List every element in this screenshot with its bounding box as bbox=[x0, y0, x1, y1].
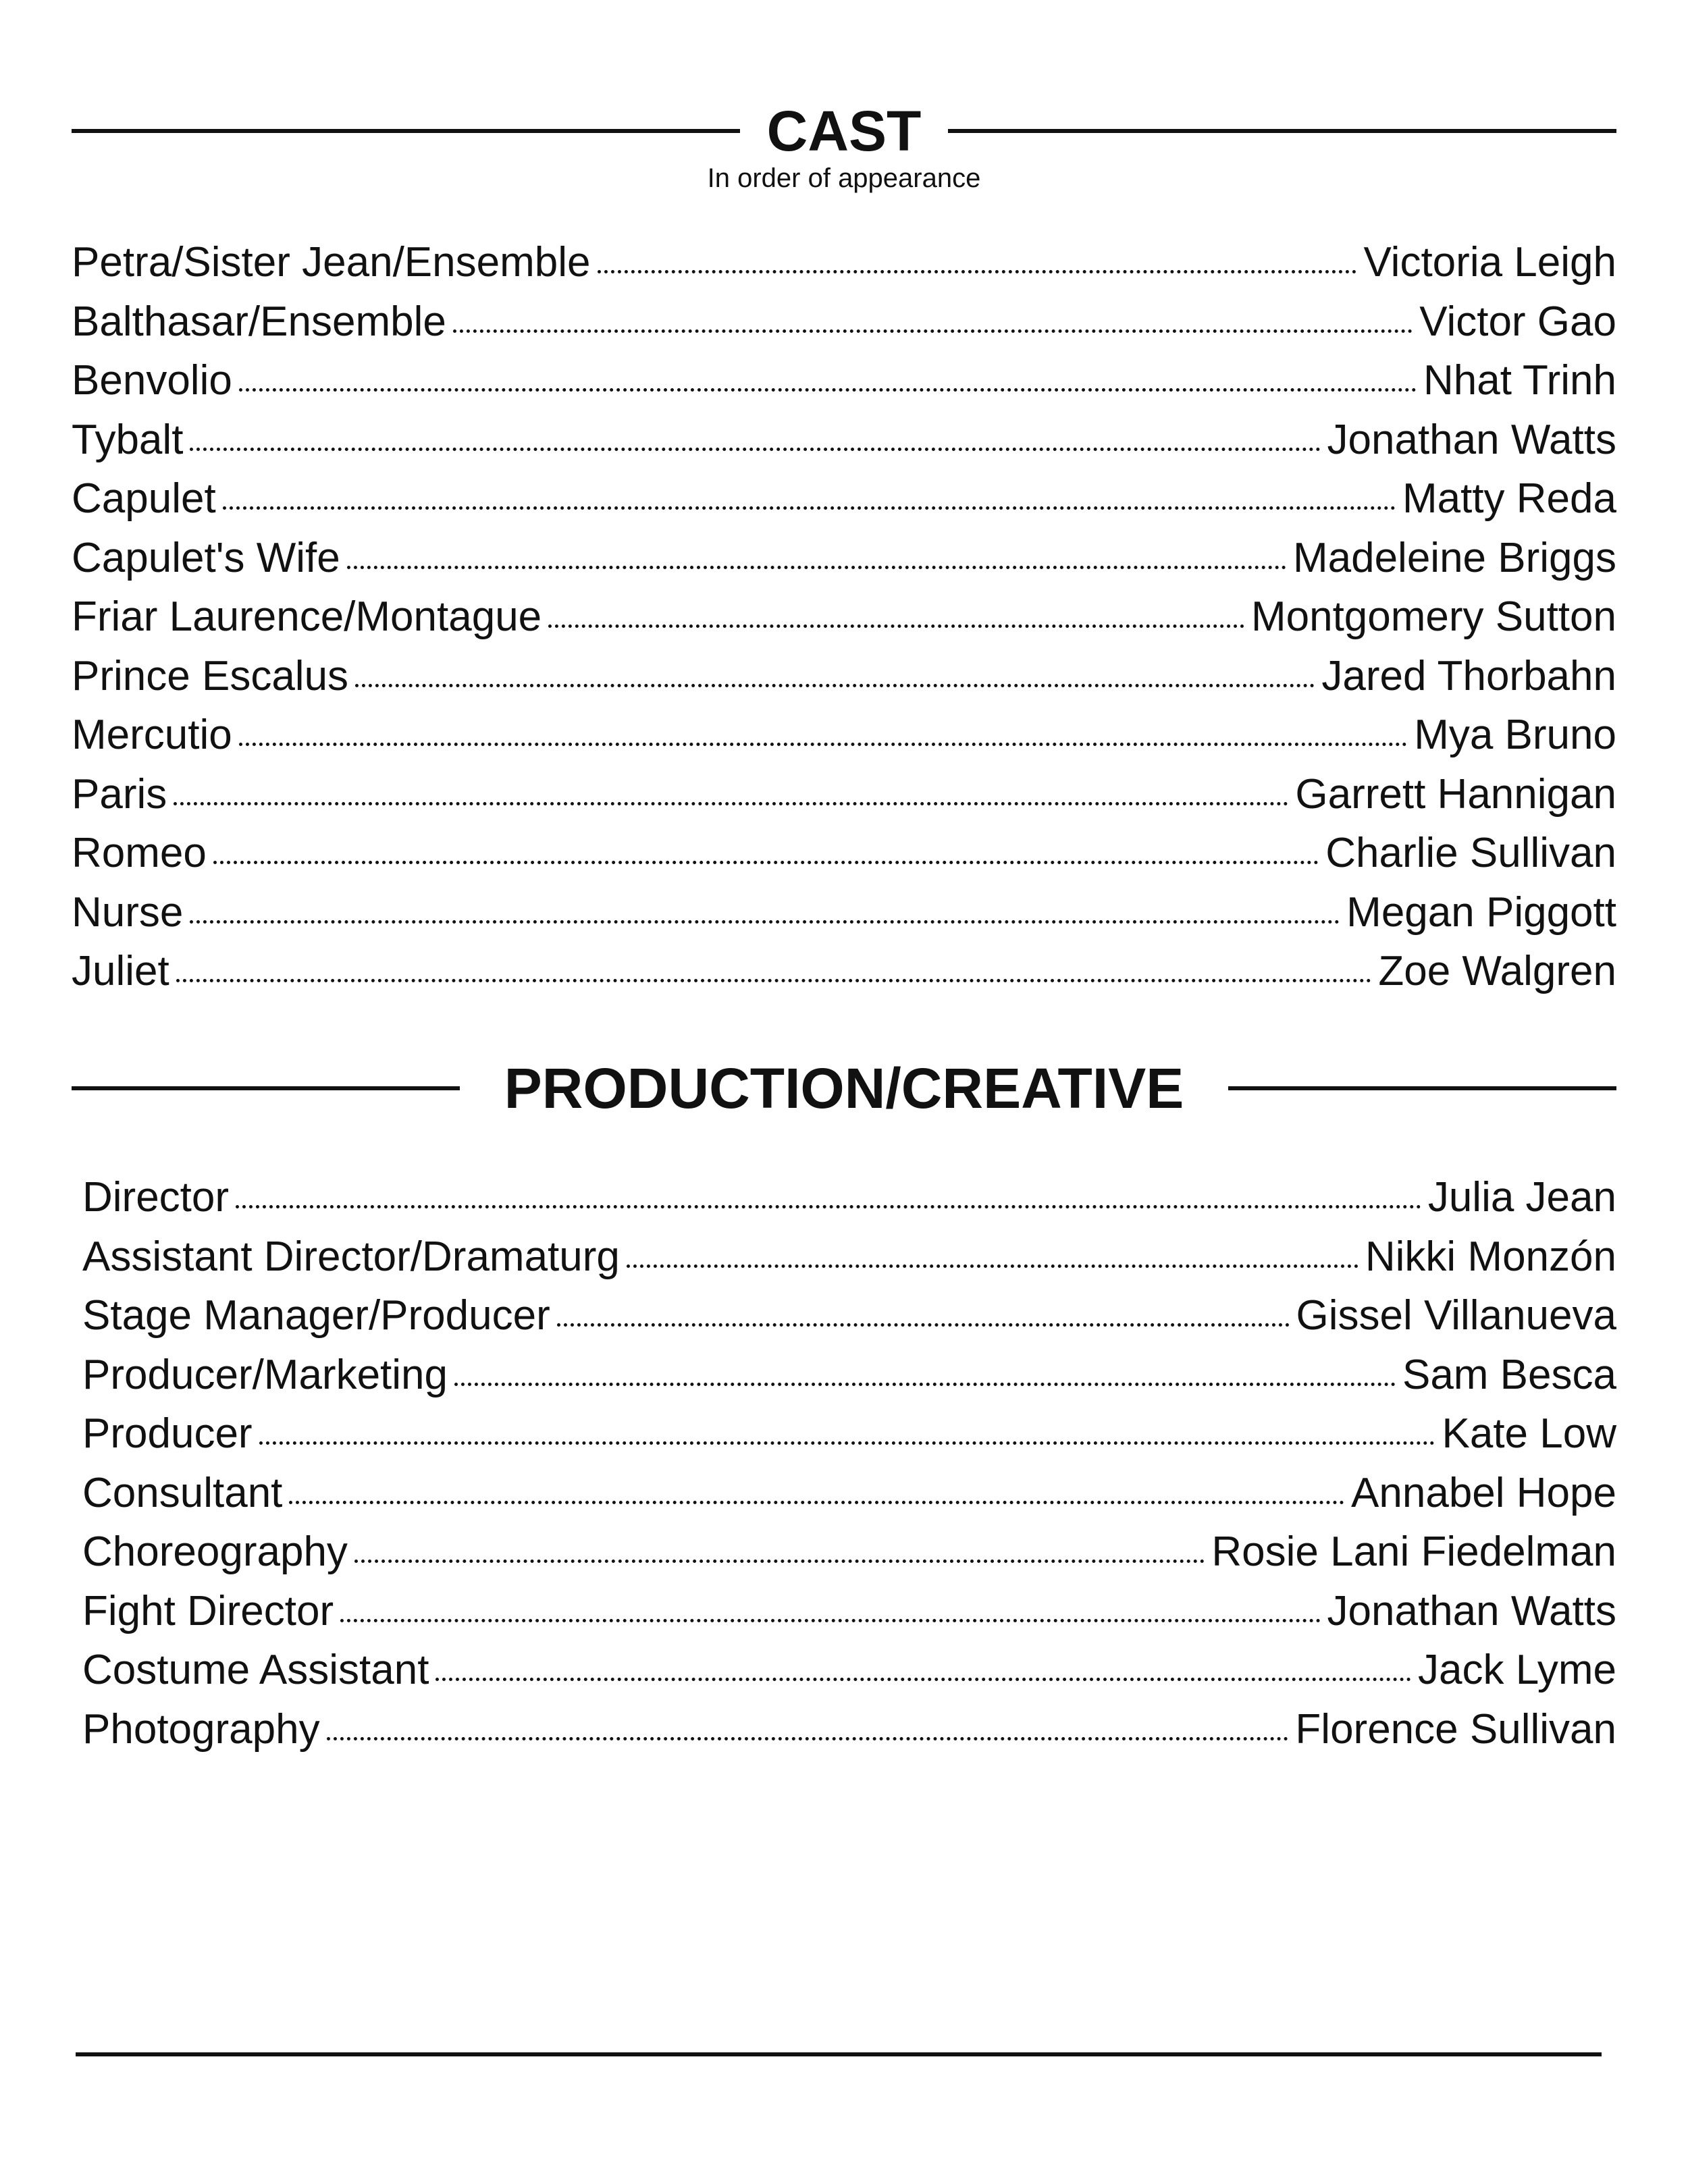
heading-rule-left bbox=[72, 129, 740, 133]
credit-role: Juliet bbox=[72, 948, 169, 994]
cast-heading bbox=[72, 99, 1616, 163]
credit-row bbox=[82, 1286, 1616, 1346]
dot-leader bbox=[347, 566, 1286, 569]
credit-role: Photography bbox=[82, 1705, 320, 1753]
credit-row bbox=[82, 1168, 1616, 1227]
dot-leader bbox=[327, 1737, 1289, 1740]
credit-name: Julia Jean bbox=[1427, 1174, 1616, 1221]
credit-row bbox=[72, 529, 1616, 588]
credit-name: Jack Lyme bbox=[1417, 1647, 1616, 1693]
cast-subtitle: In order of appearance bbox=[707, 163, 981, 193]
credit-name: Victor Gao bbox=[1419, 298, 1616, 345]
credit-role: Friar Laurence/Montague bbox=[72, 593, 542, 640]
dot-leader bbox=[453, 329, 1413, 333]
credit-role: Mercutio bbox=[72, 712, 232, 758]
credit-row bbox=[72, 351, 1616, 410]
credit-role: Balthasar/Ensemble bbox=[72, 298, 446, 345]
credit-row bbox=[82, 1700, 1616, 1759]
credit-role: Stage Manager/Producer bbox=[82, 1292, 550, 1339]
credit-row bbox=[72, 647, 1616, 706]
credit-role: Nurse bbox=[72, 888, 184, 936]
credit-name: Jonathan Watts bbox=[1327, 416, 1616, 463]
credit-role: Producer bbox=[82, 1410, 253, 1457]
credit-name: Jonathan Watts bbox=[1327, 1587, 1616, 1634]
dot-leader bbox=[354, 1560, 1205, 1563]
credit-role: Fight Director bbox=[82, 1587, 334, 1634]
dot-leader bbox=[436, 1678, 1411, 1681]
credit-name: Megan Piggott bbox=[1346, 888, 1616, 936]
dot-leader bbox=[239, 388, 1417, 392]
credit-row bbox=[82, 1464, 1616, 1523]
credit-row bbox=[72, 233, 1616, 292]
credit-name: Zoe Walgren bbox=[1378, 948, 1616, 994]
credit-role: Producer/Marketing bbox=[82, 1351, 448, 1398]
credit-role: Benvolio bbox=[72, 357, 232, 404]
dot-leader bbox=[239, 743, 1407, 746]
credit-role: Director bbox=[82, 1174, 230, 1221]
credit-role: Prince Escalus bbox=[72, 652, 349, 699]
heading-rule-right bbox=[1228, 1086, 1616, 1090]
credit-name: Sam Besca bbox=[1402, 1351, 1616, 1398]
credit-name: Annabel Hope bbox=[1351, 1469, 1616, 1516]
credit-name: Kate Low bbox=[1442, 1410, 1616, 1457]
heading-rule-right bbox=[948, 129, 1616, 133]
credit-row bbox=[72, 824, 1616, 883]
credit-role: Petra/Sister Jean/Ensemble bbox=[72, 239, 591, 286]
credit-name: Nhat Trinh bbox=[1423, 357, 1616, 404]
dot-leader bbox=[289, 1501, 1344, 1504]
credit-row bbox=[82, 1404, 1616, 1464]
credit-name: Jared Thorbahn bbox=[1321, 652, 1616, 699]
production-title: PRODUCTION/CREATIVE bbox=[504, 1057, 1184, 1120]
dot-leader bbox=[355, 684, 1315, 687]
credit-row bbox=[72, 292, 1616, 352]
credit-name: Garrett Hannigan bbox=[1295, 770, 1616, 818]
credit-row bbox=[72, 469, 1616, 529]
credit-name: Madeleine Briggs bbox=[1292, 534, 1616, 581]
credit-role: Capulet bbox=[72, 475, 216, 522]
dot-leader bbox=[190, 448, 1320, 451]
bottom-divider bbox=[76, 2052, 1602, 2056]
credit-role: Paris bbox=[72, 770, 167, 818]
credit-name: Mya Bruno bbox=[1414, 712, 1616, 758]
dot-leader bbox=[454, 1383, 1396, 1386]
credit-row bbox=[72, 705, 1616, 765]
cast-list bbox=[72, 233, 1616, 1001]
dot-leader bbox=[598, 270, 1357, 273]
credit-row bbox=[82, 1346, 1616, 1405]
dot-leader bbox=[223, 506, 1396, 510]
production-heading bbox=[72, 1057, 1616, 1120]
credit-row bbox=[72, 883, 1616, 942]
credit-role: Choreography bbox=[82, 1528, 348, 1575]
credit-role: Tybalt bbox=[72, 416, 184, 463]
credit-row bbox=[72, 587, 1616, 647]
dot-leader bbox=[259, 1441, 1435, 1445]
credit-row bbox=[72, 765, 1616, 824]
credit-role: Costume Assistant bbox=[82, 1647, 429, 1693]
dot-leader bbox=[213, 861, 1319, 864]
credit-name: Charlie Sullivan bbox=[1325, 830, 1616, 876]
credit-row bbox=[82, 1582, 1616, 1641]
dot-leader bbox=[236, 1205, 1421, 1208]
dot-leader bbox=[557, 1323, 1290, 1327]
dot-leader bbox=[176, 979, 1372, 982]
dot-leader bbox=[174, 802, 1288, 805]
credit-row bbox=[82, 1227, 1616, 1287]
dot-leader bbox=[340, 1619, 1320, 1622]
dot-leader bbox=[627, 1264, 1359, 1268]
credit-role: Capulet's Wife bbox=[72, 534, 340, 581]
credit-row bbox=[72, 410, 1616, 470]
credit-name: Rosie Lani Fiedelman bbox=[1211, 1528, 1616, 1575]
credit-name: Montgomery Sutton bbox=[1250, 593, 1616, 640]
production-list bbox=[82, 1168, 1616, 1759]
credit-name: Victoria Leigh bbox=[1363, 239, 1616, 286]
dot-leader bbox=[548, 624, 1244, 628]
credit-role: Consultant bbox=[82, 1469, 283, 1516]
cast-title: CAST bbox=[766, 99, 922, 163]
dot-leader bbox=[190, 920, 1340, 924]
credit-row bbox=[82, 1641, 1616, 1700]
credit-role: Romeo bbox=[72, 830, 207, 876]
credit-name: Matty Reda bbox=[1402, 475, 1616, 522]
credit-name: Nikki Monzón bbox=[1365, 1233, 1616, 1280]
credit-name: Florence Sullivan bbox=[1295, 1705, 1616, 1753]
heading-rule-left bbox=[72, 1086, 460, 1090]
credit-row bbox=[72, 942, 1616, 1001]
credit-name: Gissel Villanueva bbox=[1296, 1292, 1616, 1339]
credit-role: Assistant Director/Dramaturg bbox=[82, 1233, 620, 1280]
credit-row bbox=[82, 1522, 1616, 1582]
